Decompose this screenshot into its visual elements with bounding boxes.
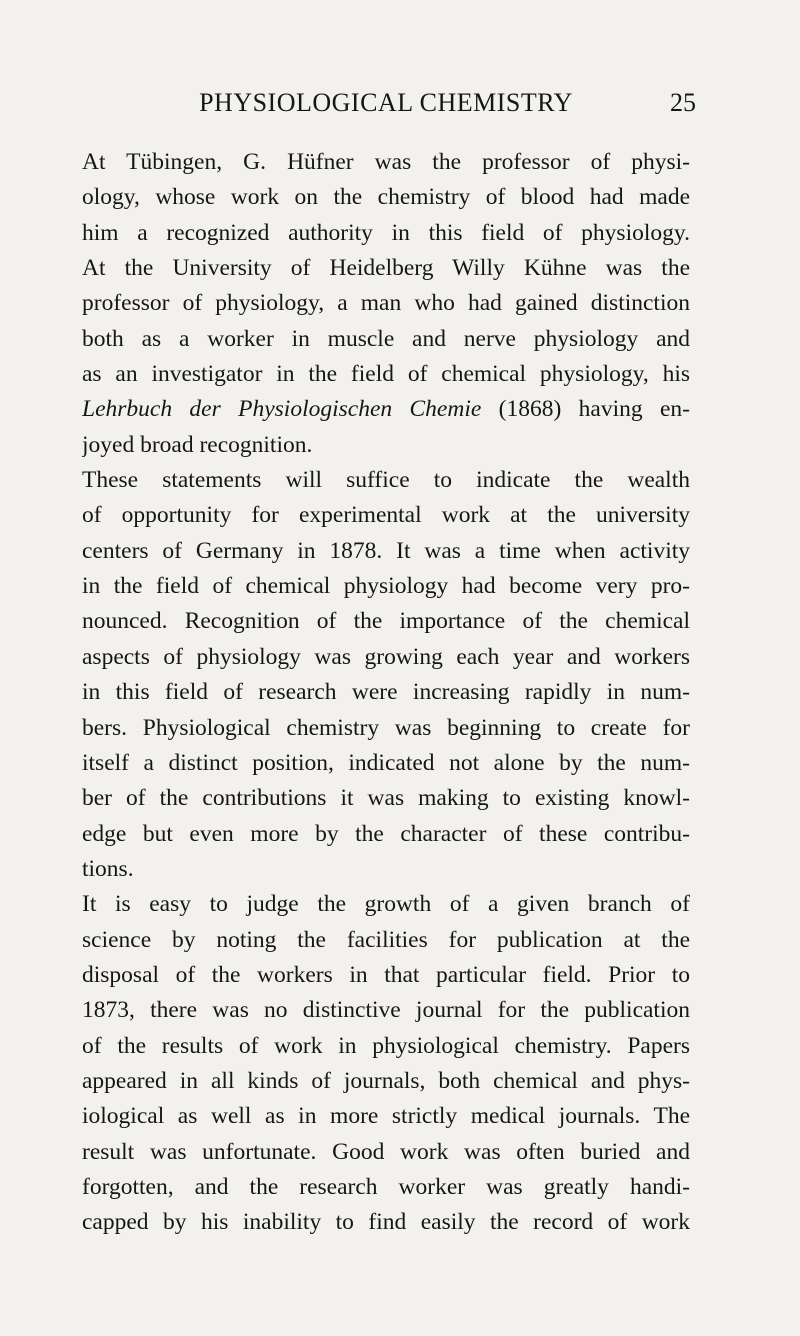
text-line: 1873, there was no distinctive journal for the publication xyxy=(82,997,690,1024)
text-line: It is easy to judge the growth of a given branch of xyxy=(82,891,690,918)
running-head xyxy=(80,86,696,126)
text-line: both as a worker in muscle and nerve physiology and xyxy=(82,325,690,352)
text-line: bers. Physiological chemistry was beginning to create for xyxy=(82,714,690,741)
running-title: PHYSIOLOGICAL CHEMISTRY xyxy=(199,88,573,117)
text-line: itself a distinct position, indicated not alone by the num- xyxy=(82,749,690,776)
text-line: tions. xyxy=(82,855,134,882)
text-line: science by noting the facilities for publication at the xyxy=(82,926,690,953)
text-line xyxy=(82,392,690,427)
text-line: disposal of the workers in that particular field. Prior to xyxy=(82,961,690,988)
body-text xyxy=(82,145,690,1241)
text-span: (1868) having en- xyxy=(481,396,690,423)
text-line: ology, whose work on the chemistry of blood had made xyxy=(82,184,690,211)
text-line: edge but even more by the character of these contribu- xyxy=(82,820,690,847)
text-line: centers of Germany in 1878. It was a time when activity xyxy=(82,537,690,564)
text-line: joyed broad recognition. xyxy=(82,431,313,458)
text-line: result was unfortunate. Good work was often buried and xyxy=(82,1138,690,1165)
text-line: of opportunity for experimental work at the university xyxy=(82,502,690,529)
text-line: as an investigator in the field of chemical physiology, his xyxy=(82,361,690,388)
text-line: aspects of physiology was growing each year and workers xyxy=(82,643,690,670)
text-line: capped by his inability to find easily the record of work xyxy=(82,1209,690,1236)
text-line: him a recognized authority in this field of physiology. xyxy=(82,219,690,246)
text-line: in this field of research were increasing rapidly in num- xyxy=(82,679,690,706)
text-line: in the field of chemical physiology had become very pro- xyxy=(82,573,690,600)
text-line: professor of physiology, a man who had gained distinction xyxy=(82,290,690,317)
page-number: 25 xyxy=(670,88,696,117)
text-line: These statements will suffice to indicate the wealth xyxy=(82,467,690,494)
text-line: nounced. Recognition of the importance of the chemical xyxy=(82,608,690,635)
text-line: of the results of work in physiological chemistry. Papers xyxy=(82,1032,690,1059)
text-line: At the University of Heidelberg Willy Kühne was the xyxy=(82,255,690,282)
text-line: At Tübingen, G. Hüfner was the professor of physi- xyxy=(82,149,690,175)
text-line: forgotten, and the research worker was greatly handi- xyxy=(82,1173,690,1200)
text-line: iological as well as in more strictly medical journals. The xyxy=(82,1103,690,1130)
text-line: ber of the contributions it was making to existing knowl- xyxy=(82,785,690,812)
book-title-italic: Lehrbuch der Physiologischen Chemie xyxy=(82,396,482,423)
text-line: appeared in all kinds of journals, both chemical and phys- xyxy=(82,1067,690,1094)
